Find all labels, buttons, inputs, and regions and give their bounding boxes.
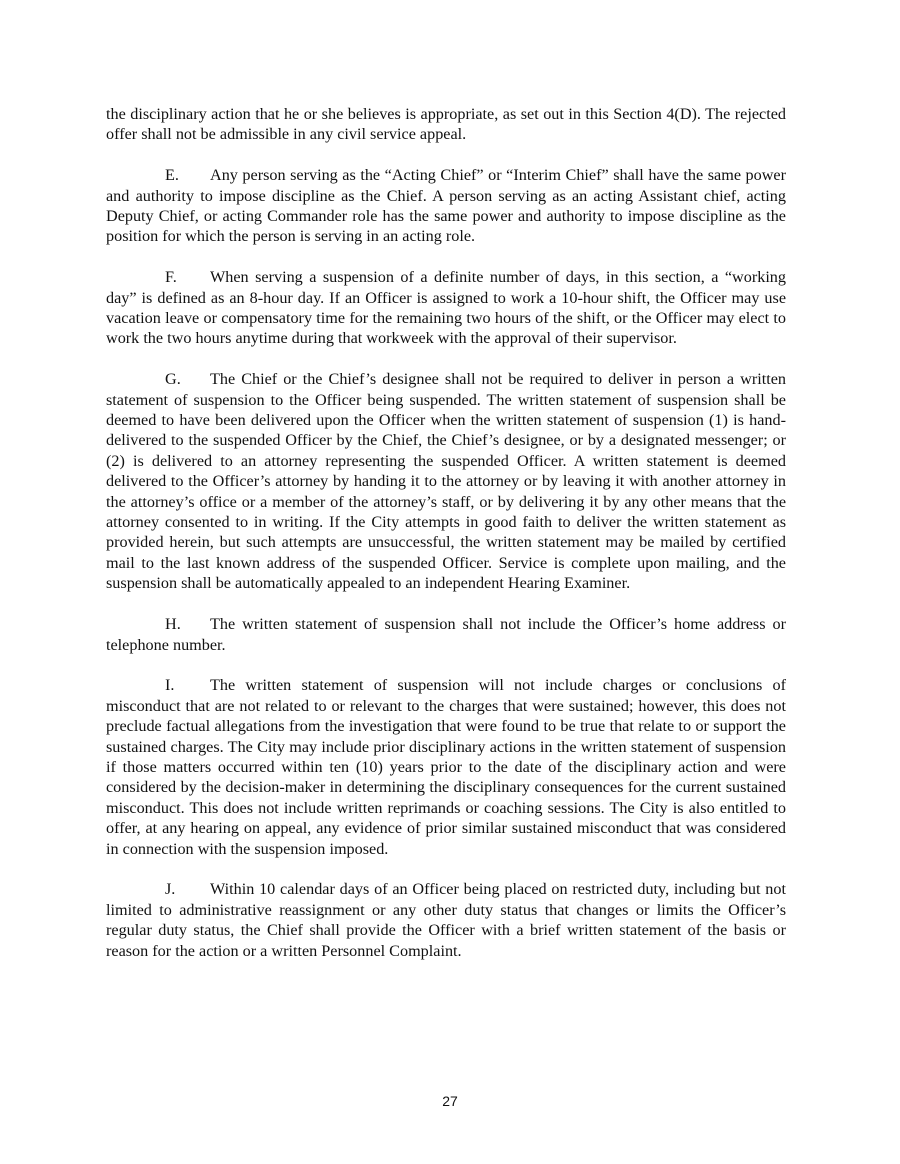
section-g-paragraph: [106, 369, 786, 593]
section-g-letter: G.: [165, 370, 181, 389]
section-e-text: Any person serving as the “Acting Chief” or “Interim Chief” shall have the same power and authority to impose discipline as the Chief. A person serving as an acting Assistant chief, acting Deputy Chief, or acting Commander role has the same power and authority to impose discipline as the position for which the person is serving in an acting role.: [106, 166, 786, 246]
page-number: 27: [442, 1093, 458, 1109]
document-page: [106, 104, 786, 981]
section-i-paragraph: [106, 675, 786, 859]
section-h-letter: H.: [165, 615, 181, 634]
section-j-text: Within 10 calendar days of an Officer being placed on restricted duty, including but not limited to administrative reassignment or any other duty status that changes or limits the Officer’s regular duty status, the Chief shall provide the Officer with a brief written statement of the basis or reason for the action or a written Personnel Complaint.: [106, 880, 786, 960]
section-h-text: The written statement of suspension shall not include the Officer’s home address or telephone number.: [106, 615, 786, 654]
section-e-paragraph: [106, 165, 786, 247]
section-j-paragraph: [106, 879, 786, 961]
section-g-text: The Chief or the Chief’s designee shall not be required to deliver in person a written statement of suspension to the Officer being suspended. The written statement of suspension shall be deemed to have been delivered upon the Officer when the written statement of suspension (1) is hand-delivered to the suspended Officer by the Chief, the Chief’s designee, or by a designated messenger; or (2) is delivered to an attorney representing the suspended Officer. A written statement is deemed delivered to the Officer’s attorney by handing it to the attorney or by leaving it with another attorney in the attorney’s office or a member of the attorney’s staff, or by delivering it by any other means that the attorney consented to in writing. If the City attempts in good faith to deliver the written statement as provided herein, but such attempts are unsuccessful, the written statement may be mailed by certified mail to the last known address of the suspended Officer. Service is complete upon mailing, and the suspension shall be automatically appealed to an independent Hearing Examiner.: [106, 370, 786, 593]
section-f-text: When serving a suspension of a definite number of days, in this section, a “working day” is defined as an 8-hour day. If an Officer is assigned to work a 10-hour shift, the Officer may use vacation leave or compensatory time for the remaining two hours of the shift, or the Officer may elect to work the two hours anytime during that workweek with the approval of their supervisor.: [106, 268, 786, 348]
section-f-letter: F.: [165, 268, 177, 287]
section-i-letter: I.: [165, 676, 175, 695]
section-h-paragraph: [106, 614, 786, 655]
intro-paragraph: the disciplinary action that he or she believes is appropriate, as set out in this Section 4(D). The rejected offer shall not be admissible in any civil service appeal.: [106, 105, 786, 144]
section-f-paragraph: [106, 267, 786, 349]
section-e-letter: E.: [165, 166, 179, 185]
section-j-letter: J.: [165, 880, 176, 899]
section-i-text: The written statement of suspension will not include charges or conclusions of misconduct that are not related to or relevant to the charges that were sustained; however, this does not preclude factual allegations from the investigation that were found to be true that relate to or support the sustained charges. The City may include prior disciplinary actions in the written statement of suspension if those matters occurred within ten (10) years prior to the date of the disciplinary action and were considered by the decision-maker in determining the disciplinary consequences for the current sustained misconduct. This does not include written reprimands or coaching sessions. The City is also entitled to offer, at any hearing on appeal, any evidence of prior similar sustained misconduct that was considered in connection with the suspension imposed.: [106, 676, 786, 858]
